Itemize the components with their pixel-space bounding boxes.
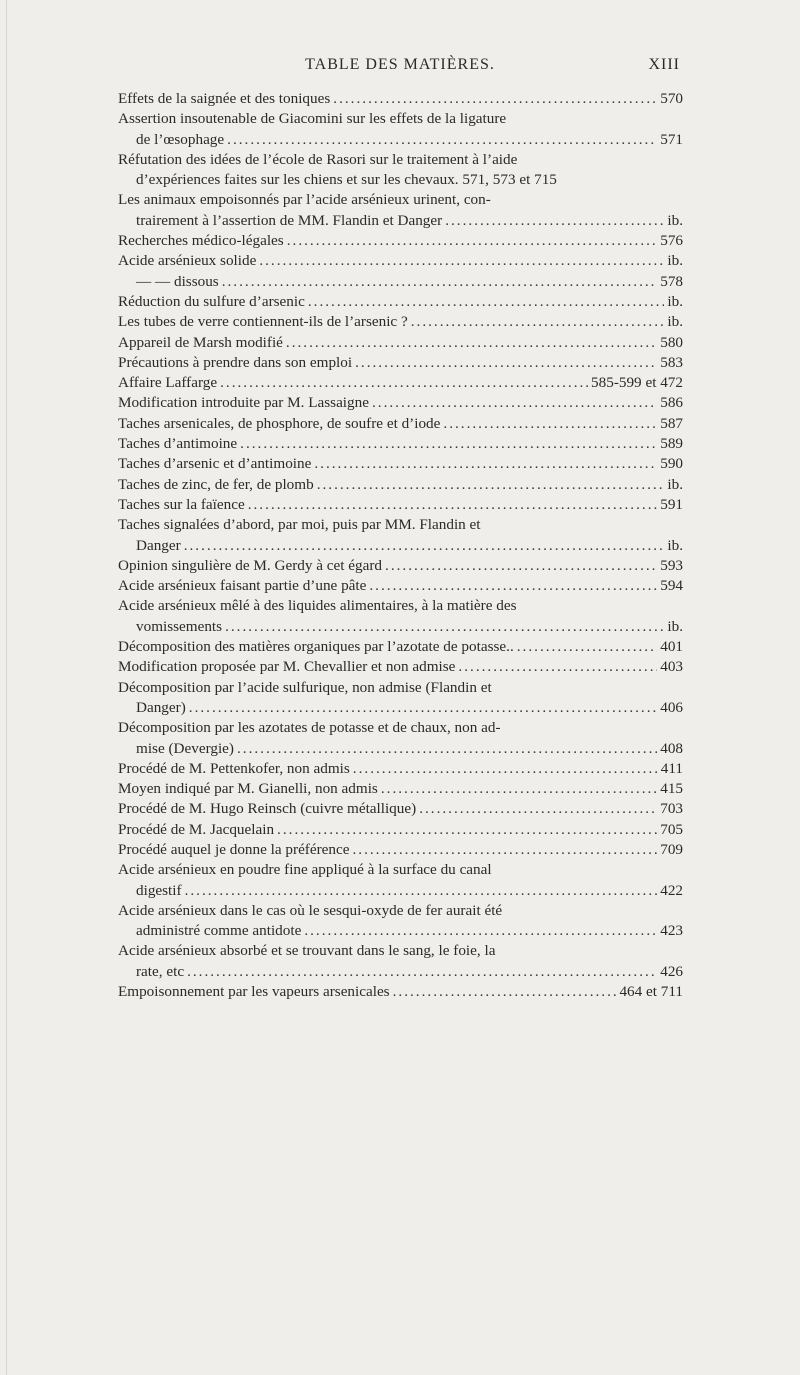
- toc-entry-text-line: Réfutation des idées de l’école de Rasori sur le traitement à l’aide: [118, 150, 518, 168]
- toc-entry: [118, 779, 683, 799]
- toc-entry-label: Appareil de Marsh modifié: [118, 333, 283, 351]
- dot-leader: [314, 454, 657, 474]
- dot-leader: [220, 373, 588, 393]
- toc-page-reference: 406: [660, 698, 683, 716]
- toc-entry-label: Affaire Laffarge: [118, 374, 218, 392]
- toc-entry-label: Procédé de M. Jacquelain: [118, 820, 275, 838]
- dot-leader: [372, 393, 657, 413]
- dot-leader: [225, 617, 664, 637]
- toc-entry: [118, 941, 683, 982]
- toc-entry-label: Modification introduite par M. Lassaigne: [118, 394, 369, 412]
- toc-entry: [118, 89, 683, 109]
- toc-entry-label: Acide arsénieux solide: [118, 252, 257, 270]
- dot-leader: [458, 657, 657, 677]
- dot-leader: [240, 434, 657, 454]
- toc-entry: [118, 637, 683, 657]
- toc-entry: [118, 312, 683, 332]
- toc-page-reference: 590: [660, 455, 683, 473]
- dot-leader: [189, 698, 657, 718]
- dot-leader: [248, 495, 658, 515]
- toc-entry-label: Opinion singulière de M. Gerdy à cet égard: [118, 556, 383, 574]
- dot-leader: [385, 556, 657, 576]
- toc-page-reference: 571: [660, 130, 683, 148]
- toc-entry-label: rate, etc: [136, 962, 185, 980]
- dot-leader: [333, 89, 657, 109]
- toc-entry-label: mise (Devergie): [136, 739, 234, 757]
- dot-leader: [286, 333, 657, 353]
- toc-page-reference: 587: [660, 414, 683, 432]
- page-title: TABLE DES MATIÈRES.: [305, 56, 495, 73]
- toc-entry: [118, 150, 683, 191]
- toc-page-reference: 593: [660, 556, 683, 574]
- dot-leader: [184, 536, 665, 556]
- toc-entry: [118, 901, 683, 942]
- toc-entry-text-line: Acide arsénieux en poudre fine appliqué à la surface du canal: [118, 861, 492, 879]
- toc-entry-label: Taches arsenicales, de phosphore, de soufre et d’iode: [118, 414, 441, 432]
- dot-leader: [445, 211, 664, 231]
- toc-entry: [118, 353, 683, 373]
- dot-leader: [187, 962, 657, 982]
- toc-entry: [118, 657, 683, 677]
- toc-entry-label: — — dissous: [136, 272, 219, 290]
- dot-leader: [381, 779, 657, 799]
- toc-entry-label: Taches d’arsenic et d’antimoine: [118, 455, 312, 473]
- toc-entry: [118, 515, 683, 556]
- toc-page-reference: 570: [660, 90, 683, 107]
- running-header: [0, 56, 800, 80]
- toc-entry: [118, 231, 683, 251]
- toc-page-reference: 403: [660, 658, 683, 676]
- page-number: XIII: [648, 56, 680, 73]
- dot-leader: [227, 130, 657, 150]
- toc-entry-label: Danger): [136, 698, 186, 716]
- toc-page-reference: ib.: [667, 617, 683, 635]
- toc-entry-label: Moyen indiqué par M. Gianelli, non admis: [118, 780, 378, 798]
- dot-leader: [352, 840, 657, 860]
- toc-entry-text-line: Décomposition par l’acide sulfurique, non admise (Flandin et: [118, 678, 492, 696]
- toc-entry: [118, 414, 683, 434]
- toc-entry-label: Acide arsénieux faisant partie d’une pâte: [118, 577, 367, 595]
- toc-entry-label: Taches d’antimoine: [118, 435, 238, 453]
- toc-entry-label: Décomposition des matières organiques par l’azotate de potasse..: [118, 638, 514, 656]
- toc-entry: [118, 109, 683, 150]
- toc-page-reference: 586: [660, 394, 683, 412]
- toc-page-reference: 580: [660, 333, 683, 351]
- toc-entry: [118, 840, 683, 860]
- toc-entry-text-line: Décomposition par les azotates de potasse et de chaux, non ad-: [118, 719, 501, 737]
- toc-page-reference: 591: [660, 495, 683, 513]
- toc-entry: [118, 475, 683, 495]
- dot-leader: [185, 881, 658, 901]
- toc-entry-label: vomissements: [136, 617, 223, 635]
- toc-entry-label: Danger: [136, 536, 181, 554]
- toc-entry-text-line: Les animaux empoisonnés par l’acide arsénieux urinent, con-: [118, 191, 491, 209]
- toc-entry: [118, 190, 683, 231]
- toc-page-reference: ib.: [667, 292, 683, 310]
- toc-entry-label: Empoisonnement par les vapeurs arsenicales: [118, 983, 390, 1001]
- toc-entry: [118, 576, 683, 596]
- toc-entry: [118, 333, 683, 353]
- toc-page-reference: 415: [660, 780, 683, 798]
- toc-entry-text-line: Acide arsénieux dans le cas où le sesqui-oxyde de fer aurait été: [118, 901, 503, 919]
- toc-page-reference: 585-599 et 472: [591, 374, 683, 392]
- toc-entry-label: Précautions à prendre dans son emploi: [118, 353, 353, 371]
- toc-entry: [118, 678, 683, 719]
- dot-leader: [443, 414, 657, 434]
- toc-page-reference: 464 et 711: [619, 983, 683, 1001]
- toc-entry-text-line: Acide arsénieux mêlé à des liquides alimentaires, à la matière des: [118, 597, 517, 615]
- toc-page-reference: 703: [660, 800, 683, 818]
- toc-entry-label: Réduction du sulfure d’arsenic: [118, 292, 305, 310]
- toc-entry: [118, 251, 683, 271]
- toc-page-reference: 411: [660, 759, 683, 777]
- toc-entry: [118, 454, 683, 474]
- toc-entry-label: trairement à l’assertion de MM. Flandin et Danger: [136, 211, 443, 229]
- toc-entry-label: Procédé de M. Pettenkofer, non admis: [118, 759, 350, 777]
- toc-page-reference: ib.: [667, 475, 683, 493]
- toc-entry: [118, 292, 683, 312]
- dot-leader: [287, 231, 658, 251]
- toc-entry-text-line: Assertion insoutenable de Giacomini sur les effets de la ligature: [118, 110, 507, 128]
- toc-entry-label: Effets de la saignée et des toniques: [118, 90, 331, 107]
- toc-entry-label: Procédé auquel je donne la préférence: [118, 840, 350, 858]
- toc-entry: [118, 393, 683, 413]
- toc-entry-label: Taches sur la faïence: [118, 495, 245, 513]
- dot-leader: [419, 799, 657, 819]
- toc-entry: [118, 718, 683, 759]
- toc-page-reference: ib.: [667, 313, 683, 331]
- toc-entry-label: Taches de zinc, de fer, de plomb: [118, 475, 314, 493]
- dot-leader: [411, 312, 665, 332]
- toc-entry-label: d’expériences faites sur les chiens et sur les chevaux. 571, 573 et 715: [136, 171, 557, 189]
- toc-page-reference: 422: [660, 881, 683, 899]
- dot-leader: [355, 353, 657, 373]
- toc-entry: [118, 596, 683, 637]
- toc-page-reference: 408: [660, 739, 683, 757]
- toc-entry: [118, 495, 683, 515]
- toc-entry-label: digestif: [136, 881, 182, 899]
- toc-entry: [118, 272, 683, 292]
- toc-page-reference: 705: [660, 820, 683, 838]
- toc-entry-label: administré comme antidote: [136, 922, 302, 940]
- dot-leader: [369, 576, 657, 596]
- toc-page-reference: 423: [660, 922, 683, 940]
- toc-entry-label: de l’œsophage: [136, 130, 225, 148]
- toc-page-reference: 709: [660, 840, 683, 858]
- dot-leader: [222, 272, 658, 292]
- toc-entry: [118, 982, 683, 1002]
- dot-leader: [237, 739, 657, 759]
- toc-page-reference: ib.: [667, 252, 683, 270]
- dot-leader: [393, 982, 617, 1002]
- toc-entry-label: Les tubes de verre contiennent-ils de l’arsenic ?: [118, 313, 408, 331]
- toc-page-reference: ib.: [667, 536, 683, 554]
- dot-leader: [317, 475, 665, 495]
- dot-leader: [353, 759, 658, 779]
- toc-page-reference: 401: [660, 638, 683, 656]
- toc-page-reference: 589: [660, 435, 683, 453]
- dot-leader: [308, 292, 665, 312]
- toc-entry: [118, 373, 683, 393]
- dot-leader: [277, 820, 657, 840]
- toc-entry-label: Modification proposée par M. Chevallier et non admise: [118, 658, 456, 676]
- toc-page-reference: 594: [660, 577, 683, 595]
- toc-entry: [118, 759, 683, 779]
- toc-entry: [118, 860, 683, 901]
- dot-leader: [517, 637, 657, 657]
- toc-entry-text-line: Acide arsénieux absorbé et se trouvant dans le sang, le foie, la: [118, 942, 496, 960]
- toc-page-reference: 583: [660, 353, 683, 371]
- page-edge-line: [6, 0, 7, 1375]
- dot-leader: [304, 921, 657, 941]
- toc-entry: [118, 434, 683, 454]
- toc-entry: [118, 799, 683, 819]
- toc-page-reference: 426: [660, 962, 683, 980]
- toc-entry-text-line: Taches signalées d’abord, par moi, puis par MM. Flandin et: [118, 516, 481, 534]
- toc-page-reference: 578: [660, 272, 683, 290]
- toc-entry-label: Recherches médico-légales: [118, 232, 284, 250]
- toc-page-reference: 576: [660, 232, 683, 250]
- toc-entry: [118, 556, 683, 576]
- dot-leader: [259, 251, 664, 271]
- toc-page-reference: ib.: [667, 211, 683, 229]
- toc-entry-label: Procédé de M. Hugo Reinsch (cuivre métallique): [118, 800, 417, 818]
- table-of-contents: [118, 89, 683, 1002]
- toc-entry: [118, 820, 683, 840]
